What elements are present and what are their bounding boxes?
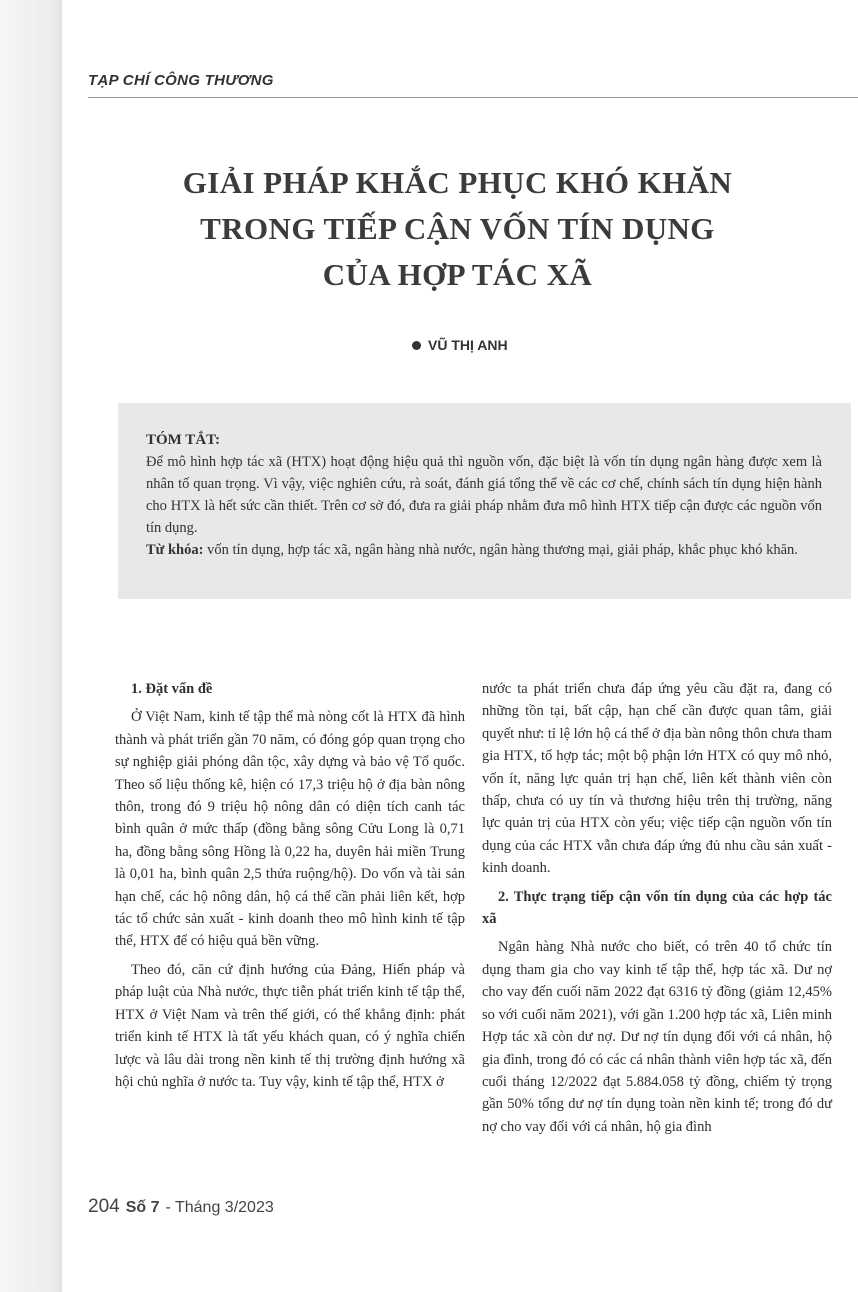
paragraph: Theo đó, căn cứ định hướng của Đảng, Hiến pháp và pháp luật của Nhà nước, thực tiễn phát triển kinh tế tập thể, HTX ở Việt Nam và trên thế giới, có thể khẳng định: phát triển kinh tế HTX là tất yếu khách quan, có ý nghĩa chiến lược và lâu dài trong nền kinh tế thị trường định hướng xã hội chủ nghĩa ở nước ta. Tuy vậy, kinh tế tập thể, HTX ở	[115, 961, 465, 1090]
left-column	[115, 678, 465, 1099]
keywords-label: Từ khóa:	[146, 542, 204, 558]
keywords-text: vốn tín dụng, hợp tác xã, ngân hàng nhà nước, ngân hàng thương mại, giải pháp, khắc phục khó khăn.	[203, 542, 798, 558]
page-footer	[88, 1196, 274, 1218]
bullet-icon	[412, 341, 421, 350]
section-2-heading: 2. Thực trạng tiếp cận vốn tín dụng của các hợp tác xã	[482, 888, 832, 928]
author-name: VŨ THỊ ANH	[428, 337, 508, 353]
article-title	[100, 160, 815, 298]
keywords	[146, 539, 822, 561]
paragraph: Ngân hàng Nhà nước cho biết, có trên 40 tổ chức tín dụng tham gia cho vay kinh tế tập thể, hợp tác xã. Dư nợ cho vay đến cuối năm 2022 đạt 6316 tỷ đồng (giảm 12,45% so với cuối năm 2021), với gần 1.200 hợp tác xã, Liên minh Hợp tác xã còn dư nợ. Dư nợ tín dụng đối với cá nhân, hộ gia đình, trong đó có các cá nhân thành viên hợp tác xã, đến cuối tháng 12/2022 đạt 5.884.058 tỷ đồng, chiếm tỷ trọng gần 50% tổng dư nợ tín dụng toàn nền kinh tế; trong đó dư nợ cho vay đối với cá nhân, hộ gia đình	[482, 939, 832, 1135]
abstract-box	[118, 403, 851, 599]
page-scan-shadow	[0, 0, 62, 1292]
abstract-heading: TÓM TẮT:	[146, 432, 221, 448]
right-column	[482, 678, 832, 1144]
paragraph: nước ta phát triển chưa đáp ứng yêu cầu đặt ra, đang có những tồn tại, bất cập, hạn chế cần được quan tâm, giải quyết như: tỉ lệ lớn hộ cá thể ở địa bàn nông thôn chưa tham gia HTX, tổ hợp tác; một bộ phận lớn HTX có quy mô nhỏ, vốn ít, năng lực quản trị hạn chế, liên kết thành viên còn thấp, chưa có uy tín và thương hiệu trên thị trường, năng lực quản trị của HTX còn yếu; việc tiếp cận nguồn vốn tín dụng của các HTX vẫn chưa đáp ứng đủ nhu cầu sản xuất - kinh doanh.	[482, 681, 832, 877]
section-1-heading: 1. Đặt vấn đề	[131, 681, 213, 697]
journal-name: TẠP CHÍ CÔNG THƯƠNG	[88, 72, 274, 89]
title-line-2: TRONG TIẾP CẬN VỐN TÍN DỤNG	[200, 211, 715, 246]
paragraph: Ở Việt Nam, kinh tế tập thể mà nòng cốt là HTX đã hình thành và phát triển gần 70 năm, có đóng góp quan trọng cho sự nghiệp giải phóng dân tộc, xây dựng và bảo vệ Tổ quốc. Theo số liệu thống kê, hiện có 17,3 triệu hộ ở địa bàn nông thôn, trong đó 9 triệu hộ nông dân có diện tích canh tác bình quân ở mức thấp (đồng bằng sông Cửu Long là 0,71 ha, đồng bằng sông Hồng là 0,22 ha, duyên hải miền Trung là 0,01 ha, bình quân 2,5 thửa ruộng/hộ). Do vốn và tài sản hạn chế, các hộ nông dân, hộ cá thể cần phải liên kết, hợp tác tổ chức sản xuất - kinh doanh theo mô hình kinh tế tập thể, HTX để có hiệu quả bền vững.	[115, 709, 465, 950]
issue-number: Số 7	[125, 1199, 160, 1216]
page-number: 204	[88, 1196, 120, 1217]
author-line	[412, 337, 508, 353]
abstract-text: Để mô hình hợp tác xã (HTX) hoạt động hiệu quả thì nguồn vốn, đặc biệt là vốn tín dụng ngân hàng được xem là nhân tố quan trọng. Vì vậy, việc nghiên cứu, rà soát, đánh giá tổng thể về các cơ chế, chính sách tín dụng hiện hành cho HTX là hết sức cần thiết. Trên cơ sở đó, đưa ra giải pháp nhằm đưa mô hình HTX tiếp cận được các nguồn vốn tín dụng.	[146, 454, 822, 536]
title-line-1: GIẢI PHÁP KHẮC PHỤC KHÓ KHĂN	[182, 165, 733, 200]
issue-date: - Tháng 3/2023	[165, 1199, 274, 1216]
abstract-content	[146, 429, 822, 561]
title-line-3: CỦA HỢP TÁC XÃ	[322, 257, 593, 292]
header-rule	[88, 97, 858, 98]
